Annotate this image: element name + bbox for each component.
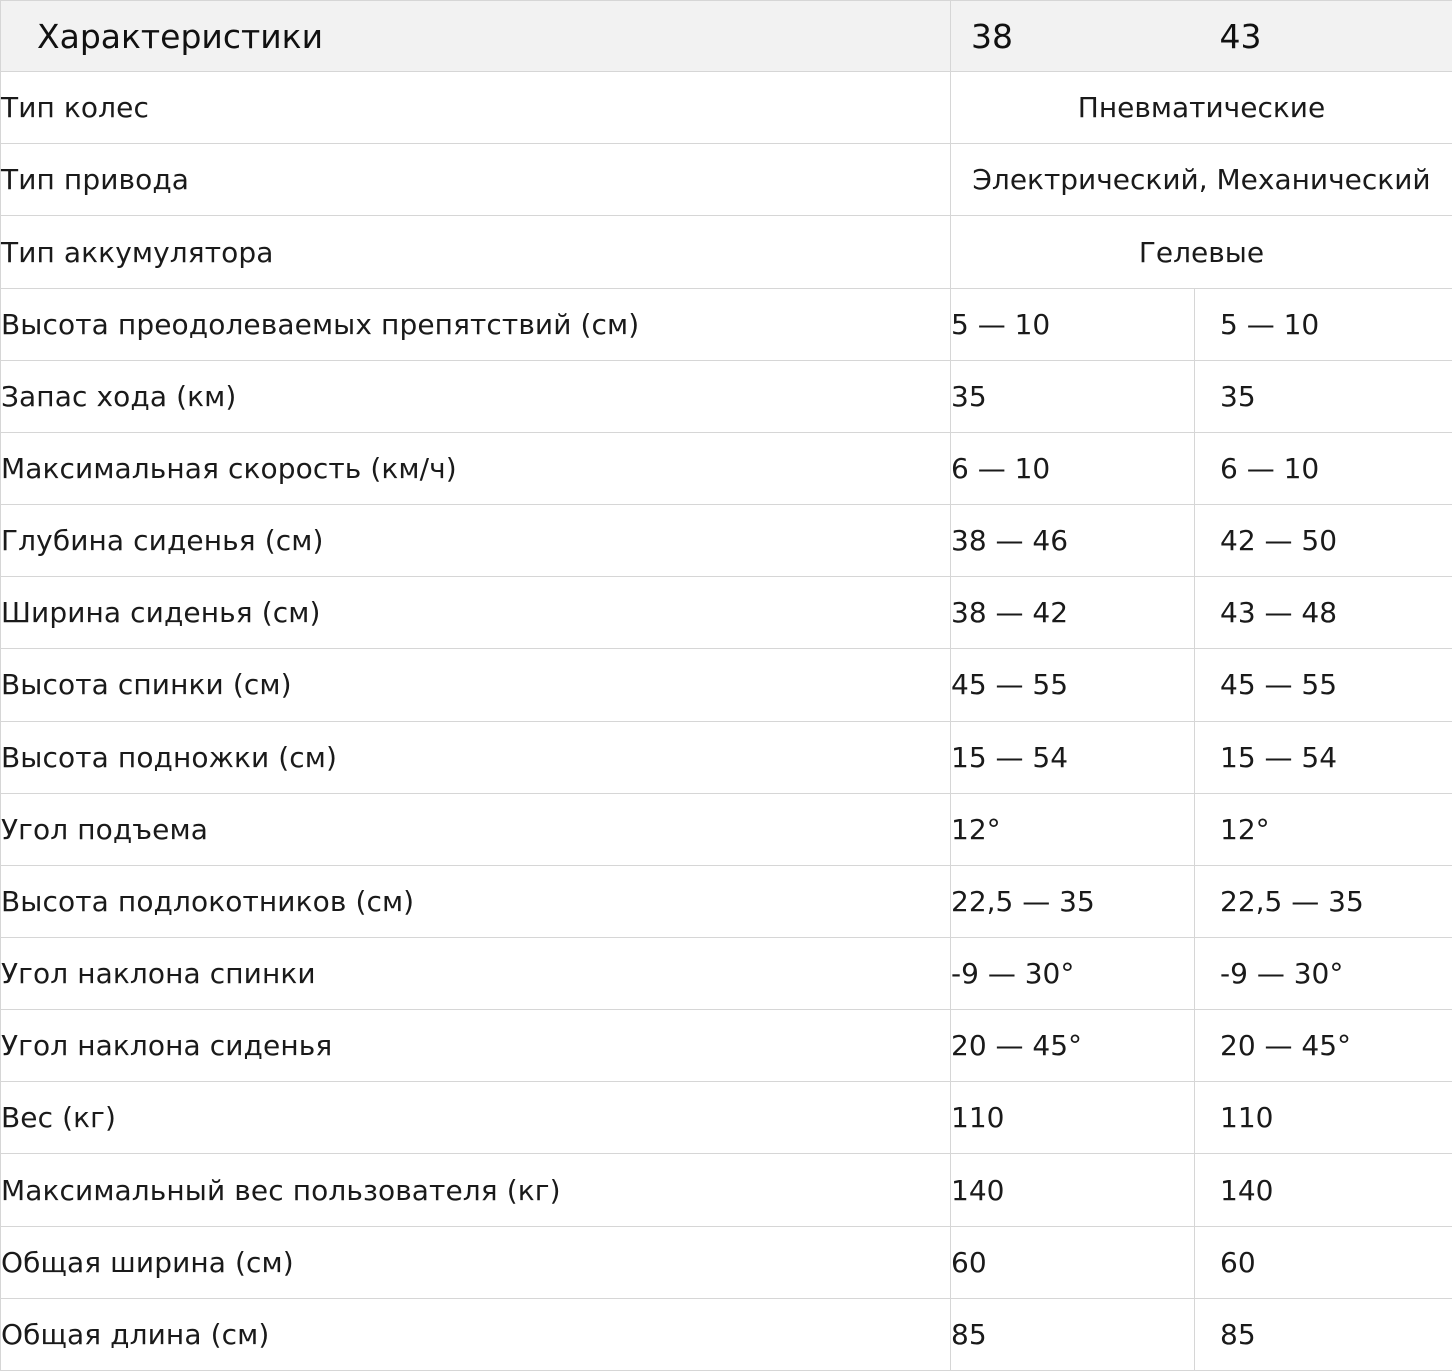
row-label: Тип колес [1, 72, 951, 144]
row-label: Вес (кг) [1, 1082, 951, 1154]
table-row [1, 432, 1452, 504]
row-value-38: 35 [951, 360, 1195, 432]
row-label: Высота преодолеваемых препятствий (см) [1, 288, 951, 360]
row-label: Максимальный вес пользователя (кг) [1, 1154, 951, 1226]
row-value-43: 140 [1195, 1154, 1452, 1226]
row-label: Запас хода (км) [1, 360, 951, 432]
row-value-38: 38 — 46 [951, 505, 1195, 577]
table-row [1, 505, 1452, 577]
row-value-38: 5 — 10 [951, 288, 1195, 360]
row-label: Общая длина (см) [1, 1298, 951, 1370]
table-row [1, 72, 1452, 144]
row-label: Общая ширина (см) [1, 1226, 951, 1298]
header-size-38: 38 [951, 1, 1195, 72]
table-row [1, 1010, 1452, 1082]
row-label: Максимальная скорость (км/ч) [1, 432, 951, 504]
row-value-43: 110 [1195, 1082, 1452, 1154]
row-label: Угол наклона спинки [1, 938, 951, 1010]
row-value-43: 12° [1195, 793, 1452, 865]
table-row [1, 793, 1452, 865]
row-value-38: -9 — 30° [951, 938, 1195, 1010]
table-row [1, 577, 1452, 649]
row-label: Высота подлокотников (см) [1, 865, 951, 937]
row-value-43: 5 — 10 [1195, 288, 1452, 360]
row-value-43: 22,5 — 35 [1195, 865, 1452, 937]
row-value-43: 6 — 10 [1195, 432, 1452, 504]
table-row [1, 865, 1452, 937]
row-value-43: 43 — 48 [1195, 577, 1452, 649]
row-value-43: 42 — 50 [1195, 505, 1452, 577]
row-label: Глубина сиденья (см) [1, 505, 951, 577]
table-row [1, 721, 1452, 793]
row-value-38: 12° [951, 793, 1195, 865]
header-characteristics: Характеристики [1, 1, 951, 72]
row-value-38: 20 — 45° [951, 1010, 1195, 1082]
row-value-43: 20 — 45° [1195, 1010, 1452, 1082]
table-row [1, 144, 1452, 216]
row-label: Высота подножки (см) [1, 721, 951, 793]
row-label: Угол наклона сиденья [1, 1010, 951, 1082]
row-value-43: 85 [1195, 1298, 1452, 1370]
row-label: Тип привода [1, 144, 951, 216]
row-value-43: 45 — 55 [1195, 649, 1452, 721]
table-row [1, 360, 1452, 432]
table-row [1, 1154, 1452, 1226]
row-value-38: 60 [951, 1226, 1195, 1298]
header-size-43: 43 [1195, 1, 1452, 72]
table-row [1, 288, 1452, 360]
row-value-38: 6 — 10 [951, 432, 1195, 504]
row-value-38: 15 — 54 [951, 721, 1195, 793]
row-value-merged: Гелевые [951, 216, 1452, 288]
table-row [1, 1298, 1452, 1370]
row-value-43: -9 — 30° [1195, 938, 1452, 1010]
row-value-38: 85 [951, 1298, 1195, 1370]
row-label: Ширина сиденья (см) [1, 577, 951, 649]
table-row [1, 1082, 1452, 1154]
row-value-38: 45 — 55 [951, 649, 1195, 721]
row-value-merged: Пневматические [951, 72, 1452, 144]
row-value-43: 35 [1195, 360, 1452, 432]
row-value-38: 140 [951, 1154, 1195, 1226]
row-value-38: 22,5 — 35 [951, 865, 1195, 937]
row-value-merged: Электрический, Механический [951, 144, 1452, 216]
table-row [1, 216, 1452, 288]
row-value-38: 38 — 42 [951, 577, 1195, 649]
row-label: Угол подъема [1, 793, 951, 865]
row-value-38: 110 [951, 1082, 1195, 1154]
table-row [1, 1226, 1452, 1298]
table-row [1, 649, 1452, 721]
row-label: Высота спинки (см) [1, 649, 951, 721]
table-header-row [1, 1, 1452, 72]
row-value-43: 60 [1195, 1226, 1452, 1298]
row-value-43: 15 — 54 [1195, 721, 1452, 793]
table-row [1, 938, 1452, 1010]
row-label: Тип аккумулятора [1, 216, 951, 288]
